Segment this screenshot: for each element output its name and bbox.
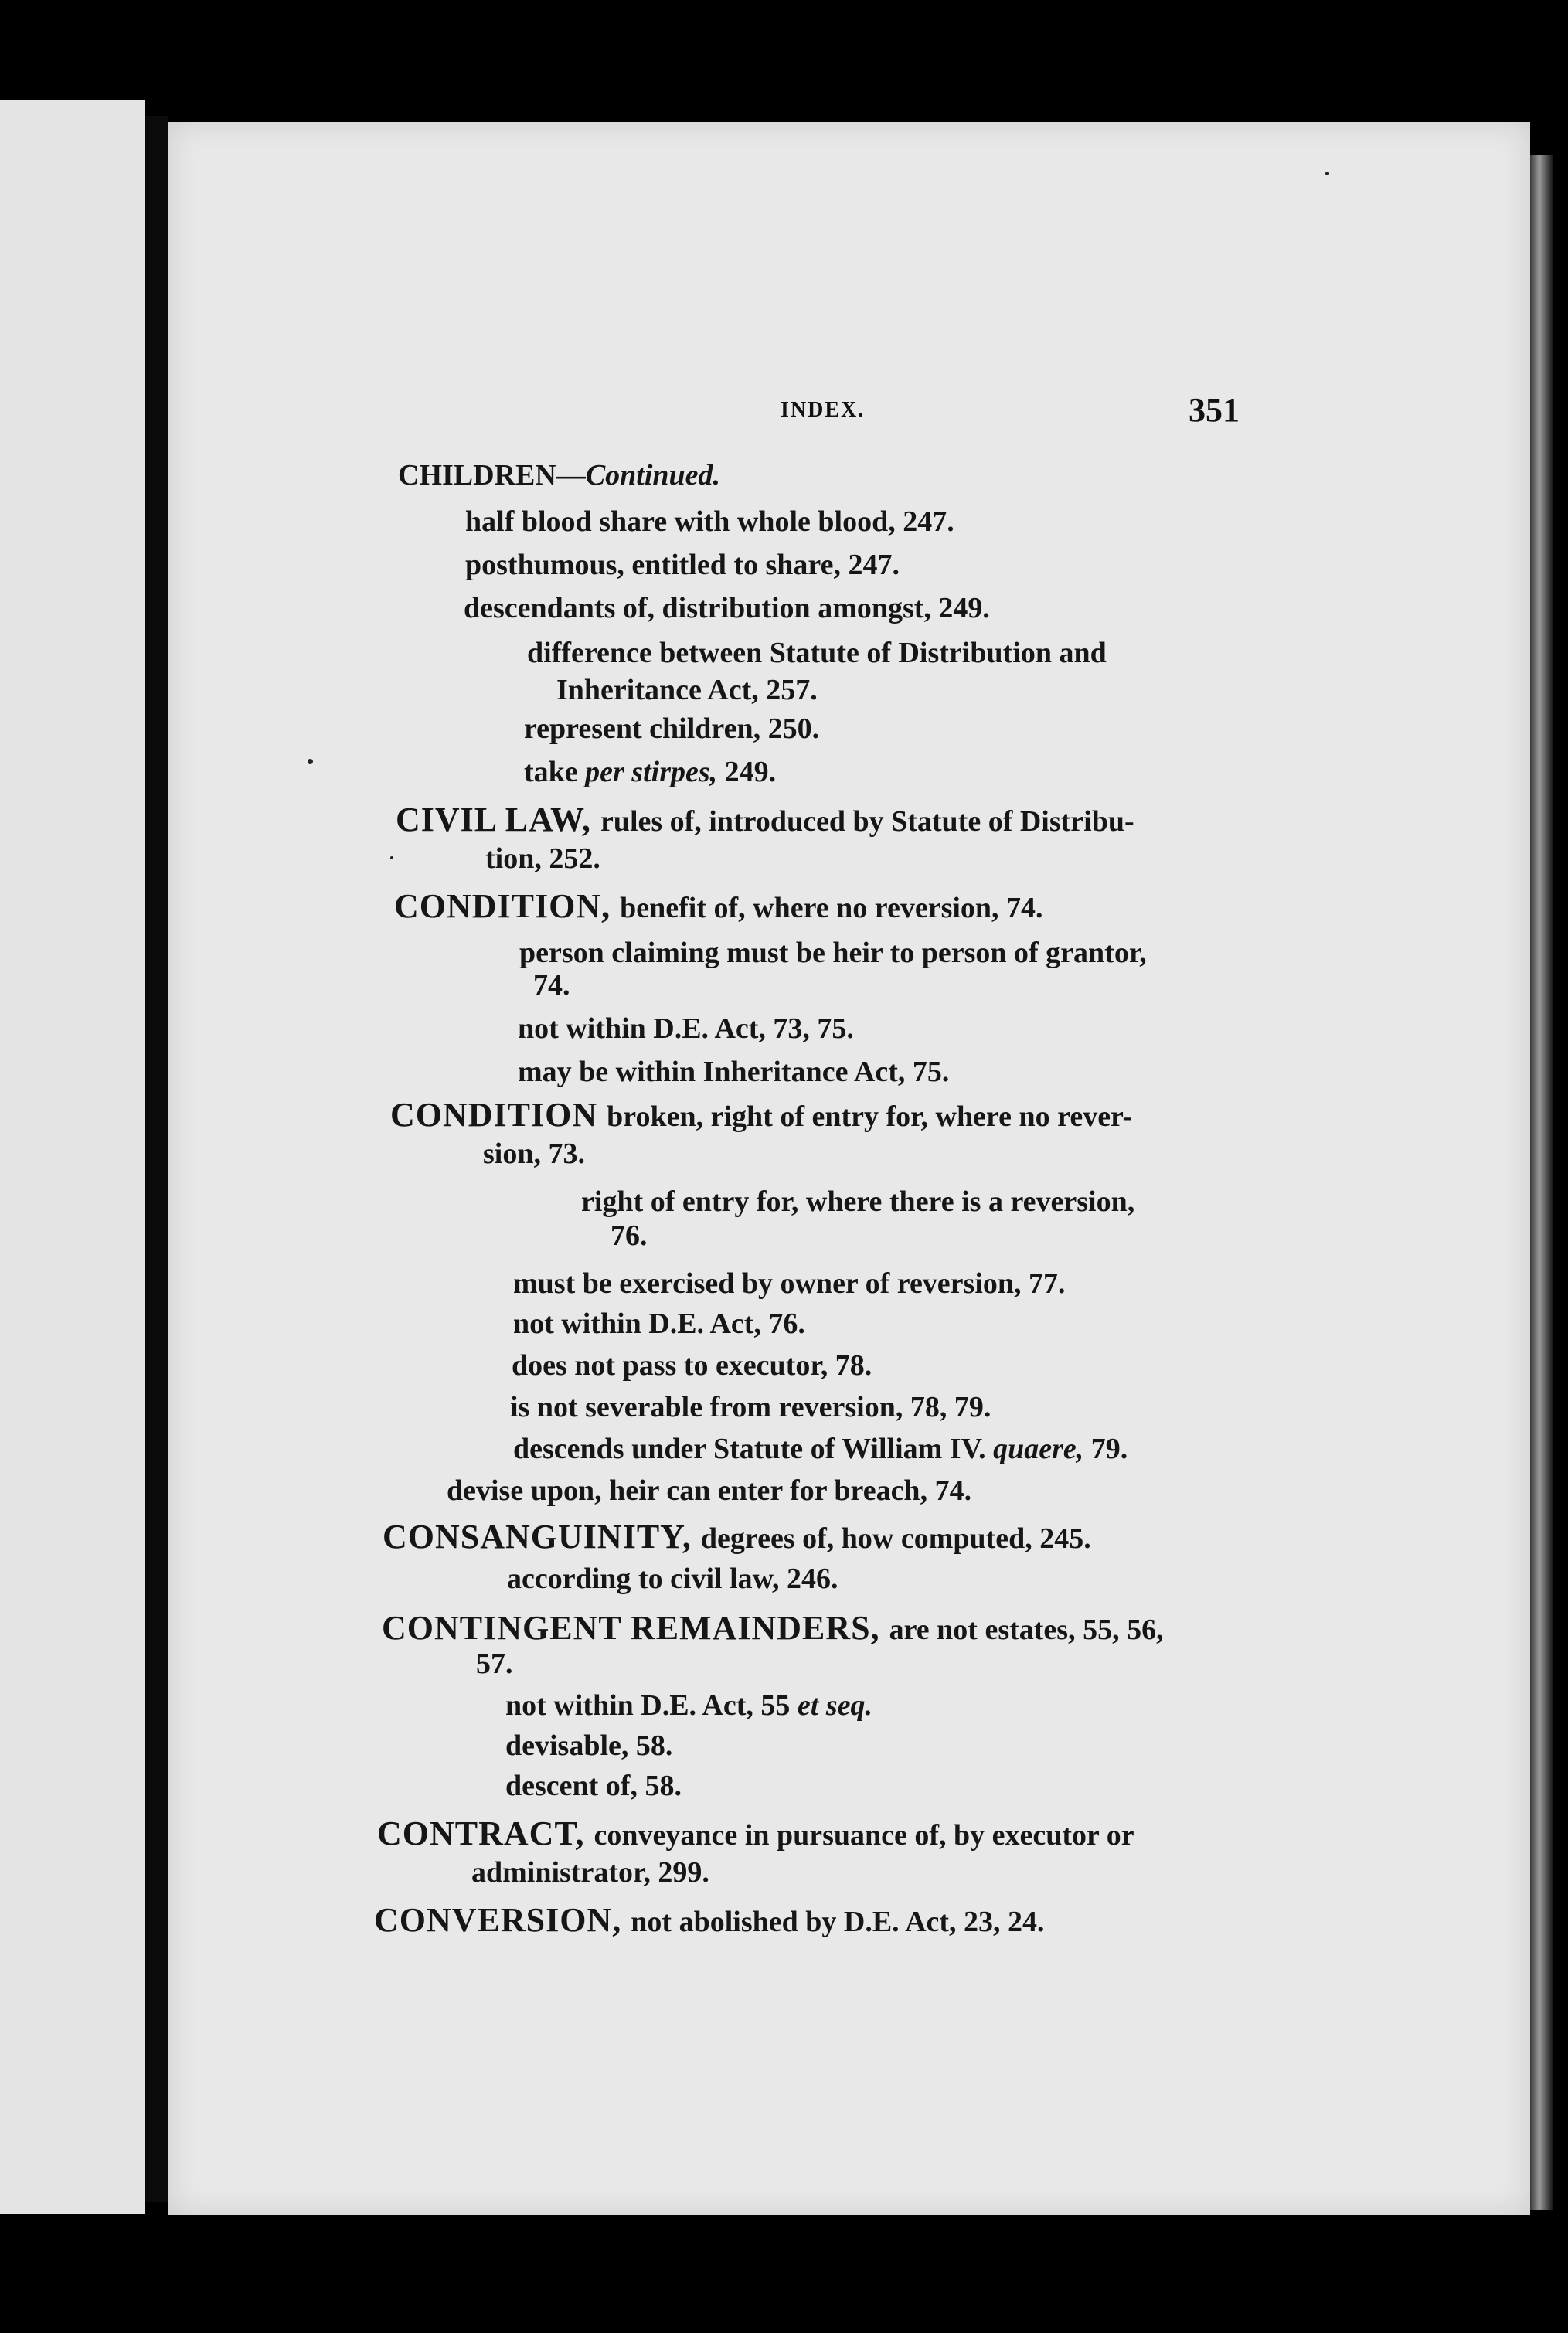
ink-speck <box>390 856 393 859</box>
headword: CONDITION, <box>394 887 621 925</box>
index-line <box>533 966 570 1005</box>
index-line <box>398 456 720 495</box>
entry-text: degrees of, how computed, 245. <box>700 1522 1091 1555</box>
index-line <box>611 1216 648 1255</box>
ink-speck <box>1325 172 1329 175</box>
headword: CONDITION <box>390 1096 607 1134</box>
index-line <box>377 1814 1134 1855</box>
index-line <box>505 1726 672 1765</box>
entry-text: posthumous, entitled to share, 247. <box>465 549 900 581</box>
index-line <box>581 1182 1134 1221</box>
italic-text: quaere, <box>993 1433 1084 1465</box>
italic-text: et seq. <box>797 1689 872 1722</box>
entry-text: descends under Statute of William IV. <box>513 1433 994 1465</box>
entry-text: 249. <box>717 756 777 788</box>
entry-text: benefit of, where no reversion, 74. <box>620 892 1043 924</box>
entry-text: may be within Inheritance Act, 75. <box>518 1056 950 1088</box>
entry-text: 57. <box>476 1648 513 1680</box>
entry-text: administrator, 299. <box>471 1856 709 1889</box>
index-line <box>519 934 1147 972</box>
entry-text: take <box>524 756 586 788</box>
index-line <box>390 1096 1132 1136</box>
entry-text: must be exercised by owner of reversion, 77. <box>513 1267 1066 1300</box>
headword: CONSANGUINITY, <box>383 1518 701 1556</box>
entry-text: Inheritance Act, 257. <box>556 674 818 706</box>
index-line <box>513 1430 1128 1468</box>
headword: CONTINGENT REMAINDERS, <box>382 1609 889 1647</box>
page-number: 351 <box>1189 391 1240 429</box>
entry-text: tion, 252. <box>485 842 600 875</box>
entry-text: devise upon, heir can enter for breach, 74. <box>447 1474 972 1507</box>
entry-text: descendants of, distribution amongst, 249. <box>464 592 990 624</box>
index-line <box>476 1644 513 1683</box>
entry-text: does not pass to executor, 78. <box>512 1349 872 1382</box>
index-line <box>556 671 818 709</box>
entry-text: half blood share with whole blood, 247. <box>465 505 954 538</box>
headword: CIVIL LAW, <box>396 801 600 838</box>
entry-text: rules of, introduced by Statute of Distribu- <box>600 805 1134 838</box>
entry-text: sion, 73. <box>483 1138 585 1170</box>
entry-text: not within D.E. Act, 76. <box>513 1308 805 1340</box>
entry-text: not within D.E. Act, 73, 75. <box>518 1012 854 1045</box>
index-line <box>524 753 776 791</box>
index-line <box>394 887 1043 927</box>
index-line <box>505 1767 682 1805</box>
index-line <box>527 634 1107 672</box>
index-line <box>505 1686 872 1725</box>
index-line <box>512 1346 872 1385</box>
entry-text: are not estates, 55, 56, <box>889 1614 1164 1646</box>
index-line <box>510 1388 991 1427</box>
entry-text: devisable, 58. <box>505 1729 673 1762</box>
index-line <box>447 1471 971 1510</box>
index-line <box>383 1518 1091 1558</box>
index-line <box>374 1901 1045 1941</box>
index-line <box>483 1134 585 1173</box>
index-line <box>518 1053 949 1091</box>
entry-text: 74. <box>533 969 570 1002</box>
entry-text: difference between Statute of Distribution and <box>527 637 1107 669</box>
index-line <box>471 1853 709 1892</box>
entry-text: descent of, 58. <box>505 1770 682 1802</box>
index-line <box>513 1304 805 1343</box>
entry-text: 76. <box>611 1219 648 1252</box>
index-line <box>518 1009 854 1048</box>
entry-text: broken, right of entry for, where no rever- <box>607 1100 1133 1133</box>
headword: CONTRACT, <box>377 1814 594 1852</box>
index-line <box>507 1559 838 1598</box>
entry-text: not abolished by D.E. Act, 23, 24. <box>631 1906 1045 1938</box>
italic-text: per stirpes, <box>585 756 718 788</box>
entry-text: represent children, 250. <box>524 712 820 745</box>
index-line <box>524 709 819 748</box>
index-line <box>513 1264 1066 1303</box>
headword: CONVERSION, <box>374 1901 631 1939</box>
entry-text: right of entry for, where there is a reversion, <box>581 1185 1135 1218</box>
index-line <box>465 546 900 584</box>
index-line <box>485 839 600 878</box>
italic-text: Continued. <box>585 459 721 491</box>
index-line <box>464 589 990 627</box>
entry-text: person claiming must be heir to person of grantor, <box>519 937 1147 969</box>
entry-text: according to civil law, 246. <box>507 1563 838 1595</box>
entry-text: 79. <box>1083 1433 1128 1465</box>
entry-text: CHILDREN— <box>398 459 586 491</box>
index-line <box>465 502 954 541</box>
running-header: INDEX. <box>781 398 866 422</box>
ink-speck <box>308 759 313 764</box>
entry-text: conveyance in pursuance of, by executor or <box>594 1819 1134 1852</box>
entry-text: not within D.E. Act, 55 <box>505 1689 798 1722</box>
index-line <box>396 801 1134 841</box>
entry-text: is not severable from reversion, 78, 79. <box>510 1391 991 1423</box>
index-line <box>382 1609 1164 1649</box>
